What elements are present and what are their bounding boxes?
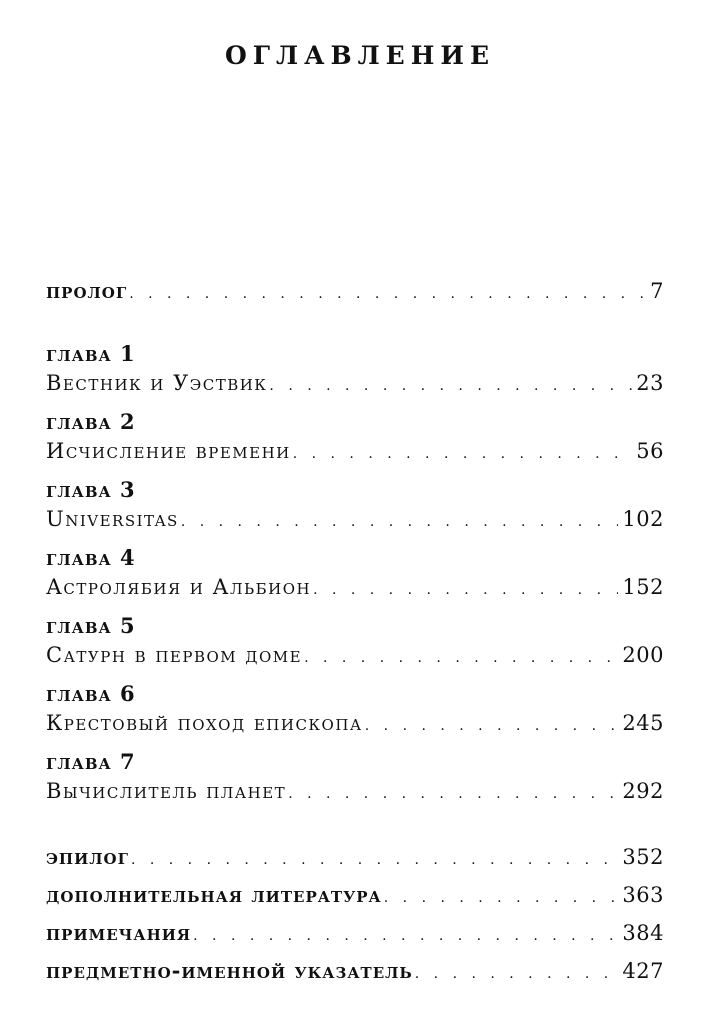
toc-entry-page: 245 <box>622 711 664 735</box>
dot-leader <box>269 371 632 401</box>
toc-entry-page: 56 <box>636 439 664 463</box>
toc-entry-prolog[interactable] <box>46 276 664 306</box>
chapter-label: глава 1 <box>46 341 136 366</box>
dot-leader <box>288 779 618 809</box>
toc-entry-title: пролог <box>46 278 128 303</box>
toc-entry-title: Крестовый поход епископа <box>46 711 363 735</box>
dot-leader <box>181 507 619 537</box>
toc-entry-page: 23 <box>636 371 664 395</box>
toc-entry-title: Сатурн в первом доме <box>46 643 303 667</box>
toc-entry-chapter-4[interactable] <box>46 572 664 602</box>
toc-entry-index[interactable] <box>46 952 664 990</box>
toc-entry-title: Астролябия и Альбион <box>46 575 312 599</box>
table-of-contents <box>46 276 664 990</box>
toc-entry-page: 152 <box>622 575 664 599</box>
toc-entry-further-reading[interactable] <box>46 876 664 914</box>
toc-entry-epilog[interactable] <box>46 838 664 876</box>
toc-entry-page: 427 <box>622 959 664 983</box>
toc-entry-title: Universitas <box>46 507 179 531</box>
chapter-label: глава 4 <box>46 545 136 570</box>
toc-entry-chapter-3[interactable] <box>46 504 664 534</box>
dot-leader <box>304 643 618 673</box>
dot-leader <box>129 279 646 309</box>
toc-entry-page: 200 <box>622 643 664 667</box>
toc-entry-title: дополнительная литература <box>46 882 382 907</box>
page-title: оглавление <box>224 31 496 73</box>
toc-entry-page: 7 <box>650 279 664 303</box>
toc-entry-page: 292 <box>622 779 664 803</box>
toc-entry-title: предметно-именной указатель <box>46 958 413 983</box>
toc-entry-title: примечания <box>46 920 192 945</box>
toc-entry-chapter-1[interactable] <box>46 368 664 398</box>
toc-entry-chapter-2[interactable] <box>46 436 664 466</box>
chapter-label: глава 3 <box>46 477 136 502</box>
chapter-7 <box>46 748 664 806</box>
toc-entry-title: Вычислитель планет <box>46 779 287 803</box>
chapter-2 <box>46 408 664 466</box>
toc-entry-page: 363 <box>622 883 664 907</box>
dot-leader <box>131 841 618 879</box>
dot-leader <box>293 439 633 469</box>
chapter-label: глава 7 <box>46 749 136 774</box>
dot-leader <box>384 879 619 917</box>
toc-entry-chapter-6[interactable] <box>46 708 664 738</box>
toc-entry-page: 384 <box>622 921 664 945</box>
toc-entry-page: 352 <box>622 845 664 869</box>
chapter-label: глава 2 <box>46 409 136 434</box>
toc-entry-page: 102 <box>622 507 664 531</box>
chapter-4 <box>46 544 664 602</box>
toc-entry-title: Вестник и Уэствик <box>46 371 268 395</box>
chapter-3 <box>46 476 664 534</box>
dot-leader <box>193 917 618 955</box>
toc-entry-notes[interactable] <box>46 914 664 952</box>
chapter-5 <box>46 612 664 670</box>
chapter-label: глава 6 <box>46 681 136 706</box>
dot-leader <box>313 575 618 605</box>
dot-leader <box>365 711 619 741</box>
toc-entry-chapter-7[interactable] <box>46 776 664 806</box>
chapter-label: глава 5 <box>46 613 136 638</box>
toc-entry-title: эпилог <box>46 844 129 869</box>
chapter-1 <box>46 340 664 398</box>
chapter-6 <box>46 680 664 738</box>
toc-entry-title: Исчисление времени <box>46 439 291 463</box>
toc-entry-chapter-5[interactable] <box>46 640 664 670</box>
dot-leader <box>415 955 619 993</box>
